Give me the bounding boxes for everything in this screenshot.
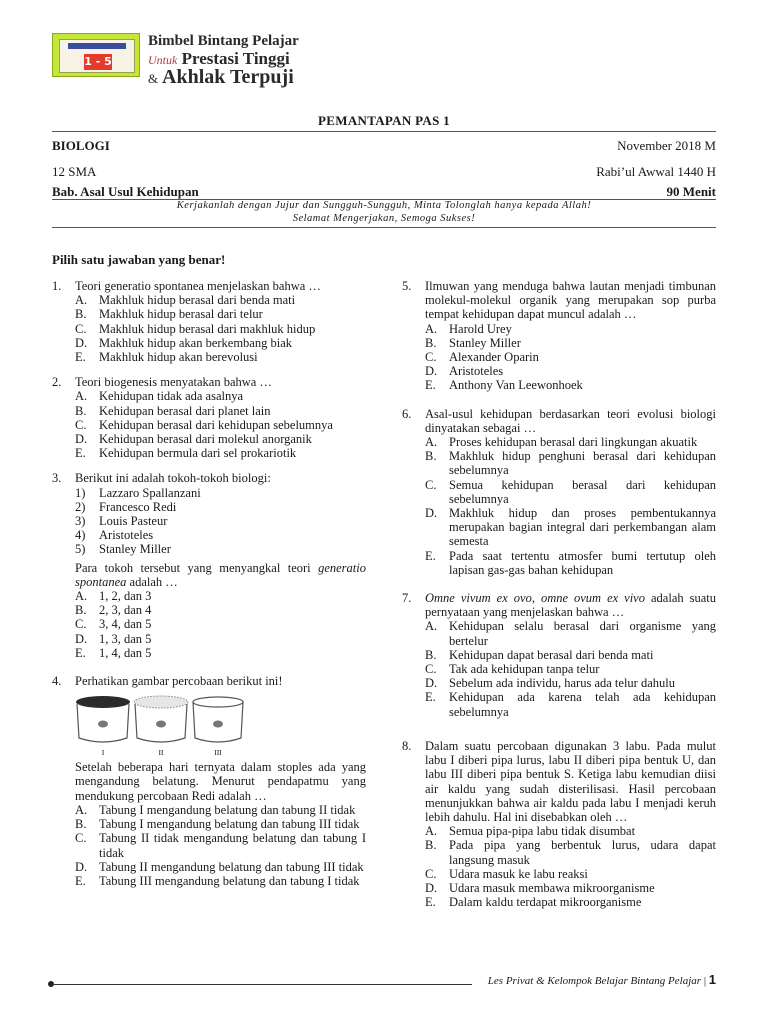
- option-text: Tabung I mengandung belatung dan tabung II tidak: [99, 802, 356, 817]
- option: [402, 478, 716, 506]
- question-followup: [75, 561, 366, 589]
- duration: 90 Menit: [666, 184, 716, 199]
- option: [402, 895, 716, 909]
- option: [402, 378, 716, 392]
- option-letter: B.: [75, 817, 87, 832]
- option: [52, 336, 366, 350]
- option-letter: C.: [425, 662, 437, 677]
- list-item: [52, 528, 366, 542]
- option-text: 2, 3, dan 4: [99, 603, 152, 618]
- option-letter: A.: [425, 321, 438, 336]
- question-number: 2.: [52, 375, 62, 390]
- option-text: Tabung I mengandung belatung dan tabung III tidak: [99, 817, 360, 832]
- question-text: Asal-usul kehidupan berdasarkan teori evolusi biologi dinyatakan sebagai …: [425, 406, 716, 435]
- option-text: Makhluk hidup berasal dari telur: [99, 307, 263, 322]
- option-letter: E.: [75, 873, 86, 888]
- jar-3-rim: [193, 697, 243, 707]
- option: [52, 404, 366, 418]
- option-list: [52, 589, 366, 660]
- option-text: Kehidupan berasal dari planet lain: [99, 403, 271, 418]
- item-text: Louis Pasteur: [99, 514, 168, 529]
- instruction-line-1: Kerjakanlah dengan Jujur dan Sungguh-Sungguh, Minta Tolonglah hanya kepada Allah!: [176, 200, 592, 211]
- option-letter: A.: [75, 802, 88, 817]
- option-letter: B.: [75, 307, 87, 322]
- option: [52, 307, 366, 321]
- option: [402, 350, 716, 364]
- question-1: [52, 279, 366, 364]
- option-text: Proses kehidupan berasal dari lingkungan akuatik: [449, 435, 698, 450]
- option-text: Kehidupan tidak ada asalnya: [99, 389, 244, 404]
- option-text: Tabung III mengandung belatung dan tabung I tidak: [99, 873, 360, 888]
- question-3: [52, 471, 366, 660]
- option-text: Aristoteles: [449, 364, 504, 379]
- option: [52, 432, 366, 446]
- exam-title: PEMANTAPAN PAS 1: [318, 113, 450, 128]
- question-text: Ilmuwan yang menduga bahwa lautan menjadi timbunan molekul-molekul organik yang merupakan sop purba tempat kehidupan dapat muncul adalah …: [425, 279, 716, 322]
- list-item: [52, 500, 366, 514]
- option: [402, 648, 716, 662]
- jar-3-label: III: [214, 749, 222, 758]
- option: [402, 364, 716, 378]
- jar-2-meat: [156, 721, 166, 728]
- question-number: 1.: [52, 279, 62, 293]
- question-2: [52, 375, 366, 460]
- option: [52, 632, 366, 646]
- followup-b: adalah …: [129, 574, 178, 589]
- option-text: Kehidupan berasal dari kehidupan sebelumnya: [99, 417, 333, 432]
- question-4: [52, 674, 366, 888]
- option-letter: D.: [75, 631, 88, 646]
- option-letter: B.: [425, 647, 437, 662]
- question-text: Perhatikan gambar percobaan berikut ini!: [75, 674, 283, 689]
- option-letter: B.: [425, 838, 437, 853]
- question-number: 3.: [52, 471, 62, 486]
- followup-italic: generatio spontanea: [75, 560, 366, 589]
- question-number: 4.: [52, 674, 62, 689]
- option-letter: A.: [75, 589, 88, 604]
- footer: [488, 972, 716, 987]
- option-text: Harold Urey: [449, 321, 512, 336]
- option-text: Kehidupan bermula dari sel prokariotik: [99, 446, 297, 461]
- option-letter: C.: [425, 477, 437, 492]
- option-letter: B.: [75, 603, 87, 618]
- exam-date: November 2018 M: [617, 138, 716, 153]
- option: [52, 322, 366, 336]
- item-number: 1): [75, 485, 86, 500]
- question-number: 6.: [402, 406, 412, 421]
- option-letter: D.: [75, 432, 88, 447]
- option-text: Makhluk hidup akan berevolusi: [99, 350, 258, 365]
- option-text: Tabung II mengandung belatung dan tabung III tidak: [99, 859, 364, 874]
- question-text: Dalam suatu percobaan digunakan 3 labu. Pada mulut labu I diberi pipa lurus, labu II diberi pipa bentuk U, dan labu III diberi pipa bentuk S. Ketiga labu kemudian diisi air kaldu yang sudah disterilisasi. Hasil percobaan menunjukkan bahwa air kaldu pada labu I menjadi keruh lebih dahulu. Hal ini disebabkan oleh …: [425, 738, 716, 824]
- option-letter: C.: [425, 866, 437, 881]
- latin-phrase: Omne vivum ex ovo, omne ovum ex vivo: [425, 591, 645, 606]
- jar-1: [76, 696, 130, 742]
- brand-name: Bimbel Bintang Pelajar: [148, 33, 299, 49]
- page-number: 1: [708, 972, 716, 987]
- option-text: Alexander Oparin: [449, 350, 539, 365]
- chapter: Bab. Asal Usul Kehidupan: [52, 184, 199, 199]
- question-followup: Setelah beberapa hari ternyata dalam stoples ada yang mengandung belatung. Menurut pendapatmu yang mendukung percobaan Redi adalah …: [75, 760, 366, 803]
- option-letter: C.: [425, 350, 437, 365]
- option-letter: A.: [75, 293, 88, 308]
- option: [402, 838, 716, 866]
- option-letter: C.: [75, 617, 87, 632]
- jar-1-cover: [76, 696, 130, 708]
- item-text: Stanley Miller: [99, 542, 171, 557]
- option-text: Tak ada kehidupan tanpa telur: [449, 662, 600, 677]
- option-letter: E.: [75, 350, 86, 365]
- question-5: [402, 279, 716, 393]
- option-text: Kehidupan berasal dari molekul anorganik: [99, 432, 312, 447]
- question-6: [402, 407, 716, 577]
- question-text-rest: adalah suatu pernyataan yang menjelaskan bahwa …: [425, 591, 716, 620]
- question-number: 8.: [402, 738, 412, 753]
- option: [52, 418, 366, 432]
- option: [52, 446, 366, 460]
- list-item: [52, 486, 366, 500]
- section-title: Pilih satu jawaban yang benar!: [52, 252, 226, 267]
- option-text: 1, 3, dan 5: [99, 631, 152, 646]
- title-rule: [52, 131, 716, 132]
- option-list: [402, 619, 716, 718]
- question-number: 7.: [402, 591, 412, 606]
- question-7: [402, 591, 716, 719]
- item-text: Aristoteles: [99, 528, 154, 543]
- footer-text: Les Privat & Kelompok Belajar Bintang Pelajar: [487, 975, 702, 987]
- option-text: Tabung II tidak mengandung belatung dan tabung I tidak: [99, 831, 366, 860]
- option-list: [402, 435, 716, 577]
- option: [402, 824, 716, 838]
- question-8: [402, 739, 716, 909]
- option-letter: E.: [425, 548, 436, 563]
- option-text: Kehidupan dapat berasal dari benda mati: [449, 647, 654, 662]
- footer-separator: |: [703, 975, 707, 987]
- option-text: Makhluk hidup penghuni berasal dari kehidupan sebelumnya: [449, 449, 716, 478]
- option: [402, 676, 716, 690]
- hijri-date: Rabi’ul Awwal 1440 H: [596, 164, 716, 179]
- instruction-line-2: Selamat Mengerjakan, Semoga Sukses!: [292, 213, 476, 224]
- brand-amp: &: [148, 71, 159, 86]
- option-letter: A.: [425, 619, 438, 634]
- option-letter: A.: [425, 824, 438, 839]
- option-text: 3, 4, dan 5: [99, 617, 152, 632]
- logo-grades: 1 - 5: [84, 55, 112, 68]
- option-letter: B.: [425, 335, 437, 350]
- jar-2: [134, 696, 188, 742]
- list-item: [52, 542, 366, 556]
- option-list: [52, 389, 366, 460]
- instruction-rule: [52, 227, 716, 228]
- option-letter: D.: [425, 676, 438, 691]
- question-text: Teori biogenesis menyatakan bahwa …: [75, 375, 272, 390]
- option: [52, 589, 366, 603]
- logo-panel: [59, 39, 135, 73]
- jar-3-meat: [213, 721, 223, 728]
- option-text: Anthony Van Leewonhoek: [449, 378, 583, 393]
- option: [52, 389, 366, 403]
- option-list: [52, 293, 366, 364]
- item-number: 2): [75, 499, 86, 514]
- option: [52, 603, 366, 617]
- option-text: Udara masuk membawa mikroorganisme: [449, 880, 655, 895]
- brand-prestasi: Prestasi Tinggi: [181, 49, 290, 68]
- option: [402, 506, 716, 549]
- option-letter: B.: [75, 403, 87, 418]
- option-letter: D.: [425, 880, 438, 895]
- option-letter: E.: [425, 378, 436, 393]
- figure-list: [52, 486, 366, 557]
- option-letter: D.: [425, 364, 438, 379]
- option-letter: C.: [75, 321, 87, 336]
- option: [52, 350, 366, 364]
- option-letter: D.: [425, 506, 438, 521]
- option-text: Sebelum ada individu, harus ada telur dahulu: [449, 676, 675, 691]
- option-letter: E.: [75, 446, 86, 461]
- item-text: Francesco Redi: [99, 499, 177, 514]
- brand-untuk: Untuk: [148, 53, 178, 67]
- option: [402, 662, 716, 676]
- option: [52, 831, 366, 859]
- right-column: [402, 279, 716, 920]
- brand-tagline-2: [148, 66, 294, 89]
- option-text: Makhluk hidup berasal dari benda mati: [99, 293, 296, 308]
- option-text: Semua kehidupan berasal dari kehidupan sebelumnya: [449, 477, 716, 506]
- option-letter: E.: [425, 690, 436, 705]
- option-text: Pada pipa yang berbentuk lurus, udara dapat langsung masuk: [449, 838, 716, 867]
- jar-3: [193, 697, 243, 742]
- logo-band: [68, 43, 126, 49]
- option: [52, 803, 366, 817]
- followup-a: Para tokoh tersebut yang menyangkal teori: [75, 560, 311, 575]
- option: [402, 322, 716, 336]
- option: [402, 435, 716, 449]
- option: [52, 646, 366, 660]
- option-letter: D.: [75, 859, 88, 874]
- jar-1-label: I: [101, 749, 105, 758]
- option-list: [402, 824, 716, 909]
- option: [52, 617, 366, 631]
- option-text: Dalam kaldu terdapat mikroorganisme: [449, 895, 642, 910]
- option-text: Makhluk hidup dan proses pembentukannya merupakan bagian integral dari perkembangan alam semesta: [449, 506, 716, 549]
- option: [52, 860, 366, 874]
- option-letter: E.: [425, 895, 436, 910]
- option-text: Makhluk hidup berasal dari makhluk hidup: [99, 321, 316, 336]
- item-number: 5): [75, 542, 86, 557]
- option-letter: D.: [75, 335, 88, 350]
- option: [402, 867, 716, 881]
- option-letter: A.: [75, 389, 88, 404]
- option-text: Stanley Miller: [449, 335, 521, 350]
- option-text: Kehidupan ada karena telah ada kehidupan sebelumnya: [449, 690, 716, 719]
- option: [52, 817, 366, 831]
- jar-2-label: II: [158, 749, 164, 758]
- option: [402, 881, 716, 895]
- option-list: [52, 803, 366, 888]
- option: [52, 874, 366, 888]
- footer-rule: [52, 984, 472, 985]
- option: [402, 449, 716, 477]
- option-text: Semua pipa-pipa labu tidak disumbat: [449, 824, 636, 839]
- jar-experiment-figure: [75, 694, 245, 758]
- jar-1-meat: [98, 721, 108, 728]
- question-text: Teori generatio spontanea menjelaskan bahwa …: [75, 279, 321, 293]
- option-letter: B.: [425, 449, 437, 464]
- item-text: Lazzaro Spallanzani: [99, 485, 201, 500]
- question-number: 5.: [402, 279, 412, 293]
- item-number: 3): [75, 514, 86, 529]
- jars-illustration: [75, 694, 245, 758]
- option-letter: A.: [425, 435, 438, 450]
- option: [402, 619, 716, 647]
- option: [402, 690, 716, 718]
- option-list: [402, 322, 716, 393]
- option-text: 1, 2, dan 3: [99, 589, 152, 604]
- option-letter: E.: [75, 645, 86, 660]
- subject: BIOLOGI: [52, 138, 110, 153]
- question-text: Berikut ini adalah tokoh-tokoh biologi:: [75, 471, 271, 486]
- question-text: [425, 591, 716, 619]
- option-text: Udara masuk ke labu reaksi: [449, 866, 588, 881]
- option-text: 1, 4, dan 5: [99, 645, 152, 660]
- jar-2-gauze: [134, 696, 188, 708]
- grade-level: 12 SMA: [52, 164, 97, 179]
- option-letter: C.: [75, 831, 87, 846]
- list-item: [52, 514, 366, 528]
- option-letter: C.: [75, 417, 87, 432]
- option: [52, 293, 366, 307]
- option: [402, 549, 716, 577]
- option-text: Kehidupan selalu berasal dari organisme yang bertelur: [449, 619, 716, 648]
- item-number: 4): [75, 528, 86, 543]
- logo: [52, 33, 140, 77]
- brand-akhlak: Akhlak Terpuji: [162, 66, 294, 88]
- option: [402, 336, 716, 350]
- option-text: Pada saat tertentu atmosfer bumi tertutup oleh lapisan gas-gas bahan kehidupan: [449, 548, 716, 577]
- left-column: [52, 279, 366, 899]
- option-text: Makhluk hidup akan berkembang biak: [99, 335, 293, 350]
